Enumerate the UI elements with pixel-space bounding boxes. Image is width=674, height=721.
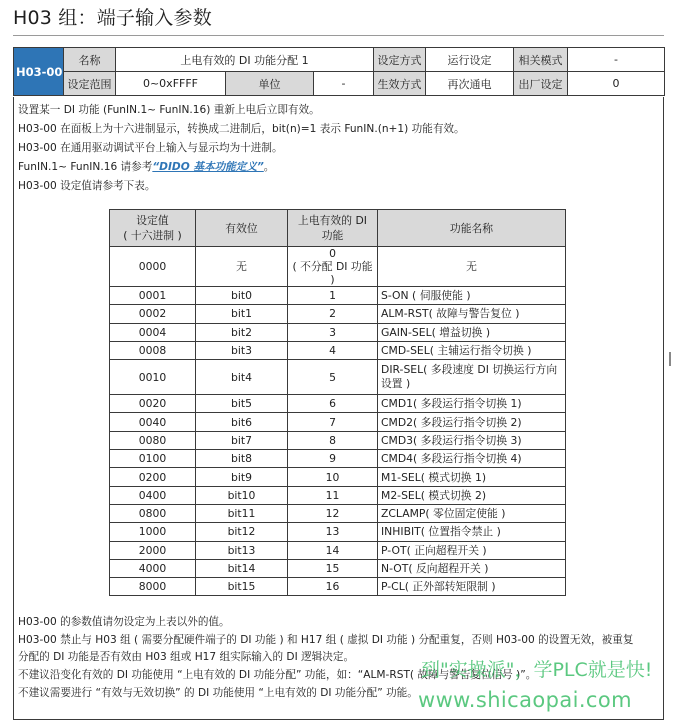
cell-value: 0001 — [110, 287, 196, 305]
cell-value: 4000 — [110, 559, 196, 577]
desc-line-4-prefix: FunIN.1~ FunIN.16 请参考 — [18, 161, 153, 173]
cell-bit: bit12 — [196, 523, 288, 541]
header-setting-value-line1: 设定值 — [136, 214, 169, 227]
cell-di: 3 — [288, 323, 378, 341]
desc-line-1: 设置某一 DI 功能 (FunIN.1~ FunIN.16) 重新上电后立即有效。 — [18, 104, 320, 116]
header-valid-bit: 有效位 — [196, 210, 288, 247]
cell-value: 0200 — [110, 468, 196, 486]
cell-name: P-CL( 正外部转矩限制 ) — [378, 578, 566, 596]
page-title: H03 组：端子输入参数 — [13, 7, 212, 29]
cell-name: ALM-RST( 故障与警告复位 ) — [378, 305, 566, 323]
range-value: 0~0xFFFF — [116, 72, 226, 96]
desc-line-3: H03-00 在通用驱动调试平台上输入与显示均为十进制。 — [18, 142, 283, 154]
note-3: 分配的 DI 功能是否有效由 H03 组或 H17 组实际输入的 DI 逻辑决定。 — [18, 651, 355, 663]
table-row — [110, 559, 566, 577]
di-mapping-table — [109, 209, 566, 596]
di-mapping-body — [110, 247, 566, 596]
default-value: 0 — [568, 72, 665, 96]
related-mode-value: - — [568, 48, 665, 72]
note-4: 不建议沿变化有效的 DI 功能使用 “上电有效的 DI 功能分配” 功能，如：“ALM-RST( 故障与警告复位信号 )”。 — [18, 669, 537, 681]
name-value: 上电有效的 DI 功能分配 1 — [116, 48, 374, 72]
cell-value: 1000 — [110, 523, 196, 541]
cell-di: 13 — [288, 523, 378, 541]
cell-name: N-OT( 反向超程开关 ) — [378, 559, 566, 577]
cell-bit: bit8 — [196, 450, 288, 468]
cell-di: 14 — [288, 541, 378, 559]
cell-di: 4 — [288, 341, 378, 359]
cell-di: 2 — [288, 305, 378, 323]
scroll-indicator[interactable] — [669, 352, 671, 366]
table-row — [110, 431, 566, 449]
cell-value: 0800 — [110, 504, 196, 522]
header-di-function-line2: 功能 — [321, 229, 344, 242]
related-mode-label: 相关模式 — [514, 48, 568, 72]
effect-value: 再次通电 — [426, 72, 514, 96]
cell-di: 1 — [288, 287, 378, 305]
cell-bit: bit15 — [196, 578, 288, 596]
setting-mode-value: 运行设定 — [426, 48, 514, 72]
cell-di: 11 — [288, 486, 378, 504]
cell-name: CMD1( 多段运行指令切换 1) — [378, 395, 566, 413]
cell-bit: bit3 — [196, 341, 288, 359]
note-5: 不建议需要进行 “有效与无效切换” 的 DI 功能使用 “上电有效的 DI 功能分配” 功能。 — [18, 687, 418, 699]
cell-di: 16 — [288, 578, 378, 596]
cell-name: P-OT( 正向超程开关 ) — [378, 541, 566, 559]
cell-bit: bit0 — [196, 287, 288, 305]
cell-name: CMD-SEL( 主辅运行指令切换 ) — [378, 341, 566, 359]
cell-di: 9 — [288, 450, 378, 468]
table-row — [110, 523, 566, 541]
cell-di — [288, 247, 378, 287]
range-label: 设定范围 — [64, 72, 116, 96]
cell-di: 10 — [288, 468, 378, 486]
cell-di: 6 — [288, 395, 378, 413]
cell-name: ZCLAMP( 零位固定使能 ) — [378, 504, 566, 522]
header-di-function — [288, 210, 378, 247]
param-code: H03-00 — [14, 48, 64, 96]
cell-value: 0008 — [110, 341, 196, 359]
default-label: 出厂设定 — [514, 72, 568, 96]
cell-value: 0040 — [110, 413, 196, 431]
cell-value: 0080 — [110, 431, 196, 449]
table-row — [110, 287, 566, 305]
cell-di-line2: ( 不分配 DI 功能 ) — [292, 260, 373, 286]
cell-di: 5 — [288, 360, 378, 395]
table-row — [110, 323, 566, 341]
header-setting-value — [110, 210, 196, 247]
cell-value: 0400 — [110, 486, 196, 504]
cell-name: 无 — [378, 247, 566, 287]
cell-di: 12 — [288, 504, 378, 522]
cell-value: 0100 — [110, 450, 196, 468]
cell-bit: bit13 — [196, 541, 288, 559]
cell-name: DIR-SEL( 多段速度 DI 切换运行方向设置 ) — [378, 360, 566, 395]
cell-bit: bit10 — [196, 486, 288, 504]
title-divider — [13, 35, 664, 36]
cell-name: CMD4( 多段运行指令切换 4) — [378, 450, 566, 468]
table-row — [110, 413, 566, 431]
cell-bit: bit5 — [196, 395, 288, 413]
table-row — [110, 341, 566, 359]
cell-value: 0002 — [110, 305, 196, 323]
cell-di: 7 — [288, 413, 378, 431]
header-setting-value-line2: ( 十六进制 ) — [123, 229, 182, 242]
cell-value: 0000 — [110, 247, 196, 287]
table-row — [110, 504, 566, 522]
cell-bit: bit6 — [196, 413, 288, 431]
cell-bit: bit14 — [196, 559, 288, 577]
cell-value: 0004 — [110, 323, 196, 341]
cell-name: M2-SEL( 模式切换 2) — [378, 486, 566, 504]
parameter-table — [13, 47, 665, 96]
desc-line-5: H03-00 设定值请参考下表。 — [18, 180, 156, 192]
cell-value: 2000 — [110, 541, 196, 559]
unit-value: - — [314, 72, 374, 96]
cell-name: GAIN-SEL( 增益切换 ) — [378, 323, 566, 341]
cell-bit: bit1 — [196, 305, 288, 323]
cell-value: 0010 — [110, 360, 196, 395]
watermark-slogan: 到"实操派"，学PLC就是快! — [421, 659, 653, 681]
cell-di-line1: 0 — [329, 247, 336, 260]
header-function-name: 功能名称 — [378, 210, 566, 247]
table-row — [110, 541, 566, 559]
cell-bit: bit2 — [196, 323, 288, 341]
name-label: 名称 — [64, 48, 116, 72]
setting-mode-label: 设定方式 — [374, 48, 426, 72]
note-1: H03-00 的参数值请勿设定为上表以外的值。 — [18, 616, 230, 628]
watermark-url: www.shicaopai.com — [418, 688, 632, 712]
desc-line-4 — [18, 160, 274, 174]
desc-line-4-suffix: 。 — [263, 161, 275, 173]
cell-bit: bit9 — [196, 468, 288, 486]
note-2: H03-00 禁止与 H03 组 ( 需要分配硬件端子的 DI 功能 ) 和 H17 组 ( 虚拟 DI 功能 ) 分配重复，否则 H03-00 的设置无效，被重复 — [18, 634, 634, 646]
unit-label: 单位 — [226, 72, 314, 96]
effect-label: 生效方式 — [374, 72, 426, 96]
cell-name: CMD3( 多段运行指令切换 3) — [378, 431, 566, 449]
table-row — [110, 468, 566, 486]
cell-bit: bit7 — [196, 431, 288, 449]
cell-value: 8000 — [110, 578, 196, 596]
table-row — [110, 486, 566, 504]
table-row-none — [110, 247, 566, 287]
dido-reference-link[interactable]: “DIDO 基本功能定义” — [152, 161, 264, 173]
cell-di: 8 — [288, 431, 378, 449]
cell-bit: bit11 — [196, 504, 288, 522]
cell-name: INHIBIT( 位置指令禁止 ) — [378, 523, 566, 541]
table-row — [110, 578, 566, 596]
cell-bit: bit4 — [196, 360, 288, 395]
table-row — [110, 360, 566, 395]
cell-name: M1-SEL( 模式切换 1) — [378, 468, 566, 486]
cell-di: 15 — [288, 559, 378, 577]
cell-value: 0020 — [110, 395, 196, 413]
cell-name: S-ON ( 伺服使能 ) — [378, 287, 566, 305]
header-di-function-line1: 上电有效的 DI — [298, 214, 367, 227]
table-row — [110, 395, 566, 413]
desc-line-2: H03-00 在面板上为十六进制显示，转换成二进制后，bit(n)=1 表示 FunIN.(n+1) 功能有效。 — [18, 123, 465, 135]
table-row — [110, 450, 566, 468]
cell-name: CMD2( 多段运行指令切换 2) — [378, 413, 566, 431]
cell-bit: 无 — [196, 247, 288, 287]
table-row — [110, 305, 566, 323]
